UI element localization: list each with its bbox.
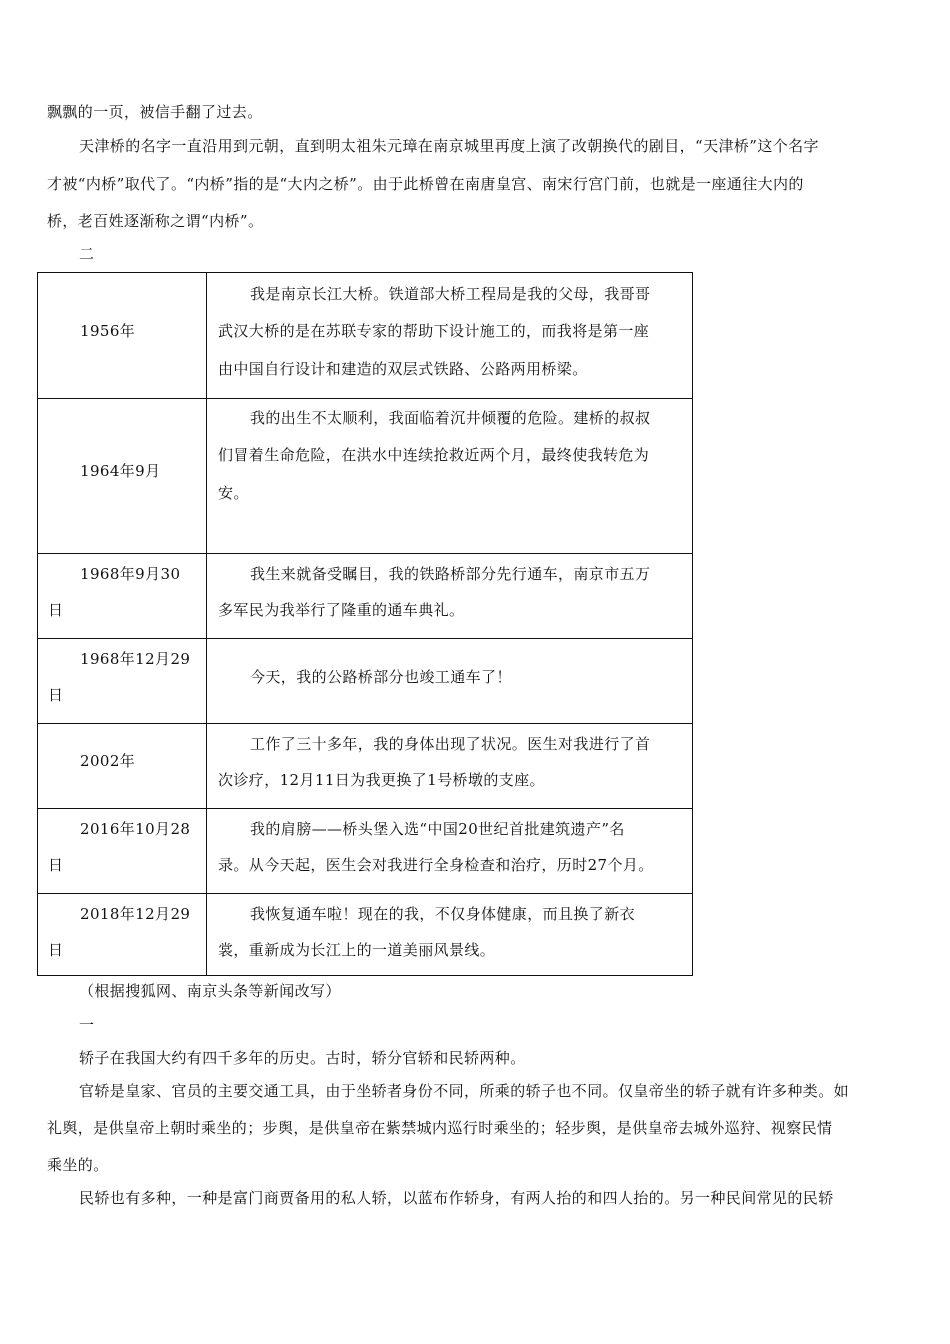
event-cell-line: 裳，重新成为长江上的一道美丽风景线。 [218,941,496,959]
table-row [38,723,692,808]
table-row [38,398,692,553]
event-cell-line: 今天，我的公路桥部分也竣工通车了！ [250,668,512,686]
source-note: （根据搜狐网、南京头条等新闻改写） [79,982,341,1000]
paragraph-line: 官轿是皇家、官员的主要交通工具，由于坐轿者身份不同，所乘的轿子也不同。仅皇帝坐的轿子就有许多种类。如 [79,1082,850,1100]
date-cell-wrap: 日 [48,601,64,619]
date-cell: 1968年12月29 [80,650,191,668]
section-heading: 二 [79,245,95,263]
event-cell-line: 工作了三十多年，我的身体出现了状况。医生对我进行了首 [250,735,651,753]
table-row [38,273,692,398]
paragraph-line: 才被“内桥”取代了。“内桥”指的是“大内之桥”。由于此桥曾在南唐皇宫、南宋行宫门前，也就是一座通往大内的 [47,175,804,193]
event-cell-line: 武汉大桥的是在苏联专家的帮助下设计施工的，而我将是第一座 [218,322,650,340]
table-row [38,893,692,975]
event-cell-line: 们冒着生命危险，在洪水中连续抢救近两个月，最终使我转危为 [218,446,650,464]
paragraph-line: 天津桥的名字一直沿用到元朝，直到明太祖朱元璋在南京城里再度上演了改朝换代的剧目，“天津桥”这个名字 [79,137,819,155]
event-cell-line: 我生来就备受瞩目，我的铁路桥部分先行通车，南京市五万 [250,565,651,583]
event-cell-line: 次诊疗，12月11日为我更换了1号桥墩的支座。 [218,771,545,789]
timeline-table [37,272,693,976]
date-cell-wrap: 日 [48,941,64,959]
paragraph-line: 乘坐的。 [47,1156,109,1174]
event-cell-line: 多军民为我举行了隆重的通车典礼。 [218,601,465,619]
date-cell: 1956年 [80,322,136,340]
event-cell-line: 由中国自行设计和建造的双层式铁路、公路两用桥梁。 [218,360,588,378]
date-cell: 1968年9月30 [80,565,181,583]
paragraph-line: 轿子在我国大约有四千多年的历史。古时，轿分官轿和民轿两种。 [79,1049,526,1067]
date-cell: 2018年12月29 [80,905,191,923]
date-cell-wrap: 日 [48,686,64,704]
event-cell-line: 我的出生不太顺利，我面临着沉井倾覆的危险。建桥的叔叔 [250,409,651,427]
table-row [38,808,692,893]
section-heading: 一 [79,1016,95,1034]
table-row [38,638,692,723]
event-cell-line: 录。从今天起，医生会对我进行全身检查和治疗，历时27个月。 [218,856,654,874]
paragraph-line: 民轿也有多种，一种是富门商贾备用的私人轿，以蓝布作轿身，有两人抬的和四人抬的。另一种民间常见的民轿 [79,1189,834,1207]
table-row [38,553,692,638]
date-cell: 2002年 [80,752,136,770]
paragraph-line: 飘飘的一页，被信手翻了过去。 [47,103,263,121]
event-cell-line: 安。 [218,484,249,502]
event-cell-line: 我的肩膀——桥头堡入选“中国20世纪首批建筑遗产”名 [250,820,625,838]
paragraph-line: 桥，老百姓逐渐称之谓“内桥”。 [47,212,264,230]
event-cell-line: 我是南京长江大桥。铁道部大桥工程局是我的父母，我哥哥 [250,285,651,303]
date-cell: 1964年9月 [80,462,161,480]
event-cell-line: 我恢复通车啦！现在的我，不仅身体健康，而且换了新衣 [250,905,636,923]
paragraph-line: 礼舆，是供皇帝上朝时乘坐的；步舆，是供皇帝在紫禁城内巡行时乘坐的；轻步舆，是供皇帝去城外巡狩、视察民情 [47,1119,833,1137]
date-cell-wrap: 日 [48,856,64,874]
date-cell: 2016年10月28 [80,820,191,838]
